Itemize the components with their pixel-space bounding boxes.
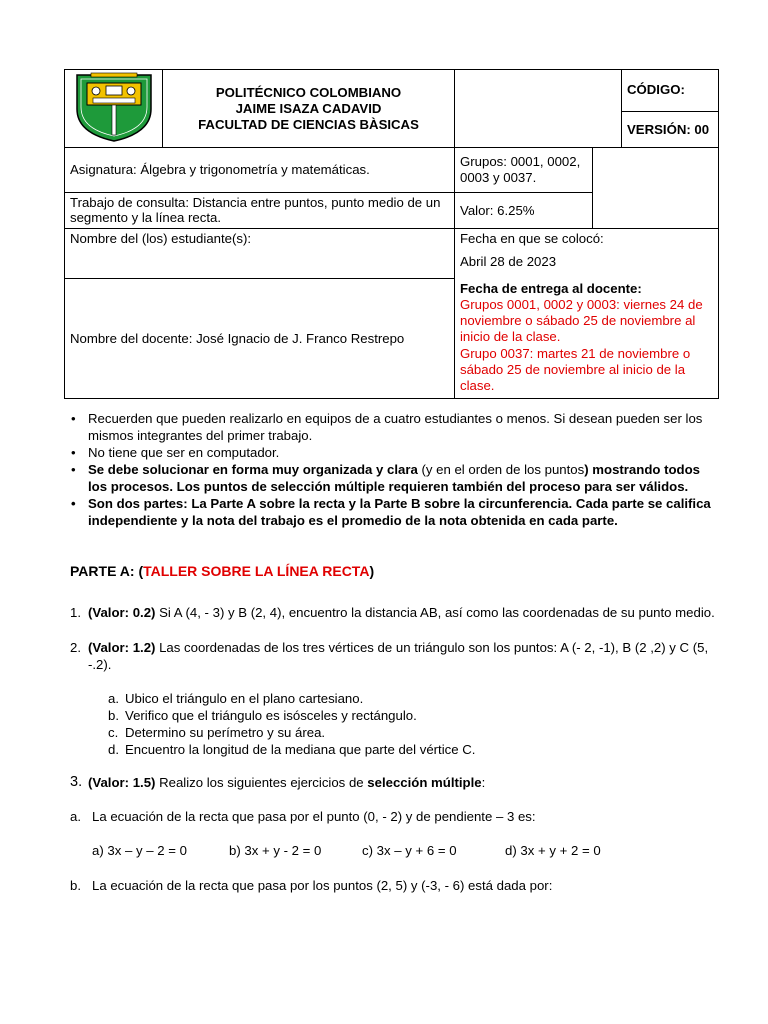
fecha-colocacion-label: Fecha en que se colocó: (460, 231, 604, 246)
institution-logo-icon (73, 71, 155, 143)
question-2: 2. (Valor: 1.2) Las coordenadas de los tres vértices de un triángulo son los puntos: A (- 2, -1), B (2 ,2) y C (5, -.2). (70, 640, 709, 672)
estudiantes-cell: Nombre del (los) estudiante(s): (65, 229, 455, 279)
asignatura-cell: Asignatura: Álgebra y trigonometría y matemáticas. (65, 148, 455, 193)
fecha-entrega-grupo-0037: Grupo 0037: martes 21 de noviembre o sábado 25 de noviembre al inicio de la clase. (460, 345, 691, 394)
instructions-list (70, 410, 722, 529)
codigo-label: CÓDIGO: (622, 70, 719, 112)
question-3: 3. (Valor: 1.5) Realizo los siguientes ejercicios de selección múltiple: (70, 774, 486, 790)
option-a: a) 3x – y – 2 = 0 (92, 843, 187, 858)
fecha-entrega-grupos-1: Grupos 0001, 0002 y 0003: viernes 24 de noviembre o sábado 25 de noviembre al inicio de la clase. (460, 296, 703, 345)
fecha-colocacion-cell (455, 229, 719, 279)
parte-a-heading: PARTE A: (TALLER SOBRE LA LÍNEA RECTA) (70, 563, 375, 579)
institution-line-2: JAIME ISAZA CADAVID (235, 100, 382, 116)
list-item: c. Determino su perímetro y su área. (108, 725, 326, 740)
question-3a: a. La ecuación de la recta que pasa por el punto (0, - 2) y de pendiente – 3 es: (70, 809, 536, 824)
grupos-cell: Grupos: 0001, 0002, 0003 y 0037. (455, 148, 593, 193)
fecha-entrega-cell (455, 279, 719, 399)
fecha-entrega-label: Fecha de entrega al docente: (460, 280, 642, 296)
instruction-item: • Recuerden que pueden realizarlo en equipos de a cuatro estudiantes o menos. Si desean pueden ser los mismos integrantes del primer trabajo. (88, 410, 722, 444)
question-1: 1. (Valor: 0.2) Si A (4, - 3) y B (2, 4), encuentro la distancia AB, así como las coordenadas de su punto medio. (70, 605, 715, 620)
list-item: d. Encuentro la longitud de la mediana que parte del vértice C. (108, 742, 476, 757)
instruction-item: • Son dos partes: La Parte A sobre la recta y la Parte B sobre la circunferencia. Cada parte se califica independiente y la nota del trabajo es el promedio de la nota obtenida en cada parte. (88, 495, 722, 529)
institution-line-1: POLITÉCNICO COLOMBIANO (215, 84, 402, 100)
list-item: a. Ubico el triángulo en el plano cartesiano. (108, 691, 364, 706)
question-2-items (70, 690, 722, 758)
list-item: b. Verifico que el triángulo es isósceles y rectángulo. (108, 708, 417, 723)
document-body (70, 410, 722, 894)
question-3a-options (70, 842, 722, 859)
trabajo-cell: Trabajo de consulta: Distancia entre puntos, punto medio de un segmento y la línea recta. (65, 193, 455, 229)
instruction-item: • No tiene que ser en computador. (88, 444, 722, 461)
version-label: VERSIÓN: 00 (622, 112, 719, 148)
question-3b: b. La ecuación de la recta que pasa por los puntos (2, 5) y (-3, - 6) está dada por: (70, 878, 553, 893)
valor-cell: Valor: 6.25% (455, 193, 593, 229)
fecha-colocacion-value: Abril 28 de 2023 (460, 254, 557, 269)
option-b: b) 3x + y - 2 = 0 (229, 843, 322, 858)
option-c: c) 3x – y + 6 = 0 (362, 843, 457, 858)
parte-a-title: TALLER SOBRE LA LÍNEA RECTA (143, 563, 370, 579)
docente-cell: Nombre del docente: José Ignacio de J. Franco Restrepo (65, 279, 455, 399)
logo-cell (65, 70, 163, 148)
header-table (64, 69, 718, 399)
institution-line-3: FACULTAD DE CIENCIAS BÀSICAS (198, 116, 419, 132)
instruction-item: • Se debe solucionar en forma muy organizada y clara (y en el orden de los puntos) mostrando todos los procesos. Los puntos de selección múltiple requieren también del proceso para ser válidos. (88, 461, 722, 495)
option-d: d) 3x + y + 2 = 0 (505, 843, 601, 858)
institution-title (163, 70, 455, 148)
